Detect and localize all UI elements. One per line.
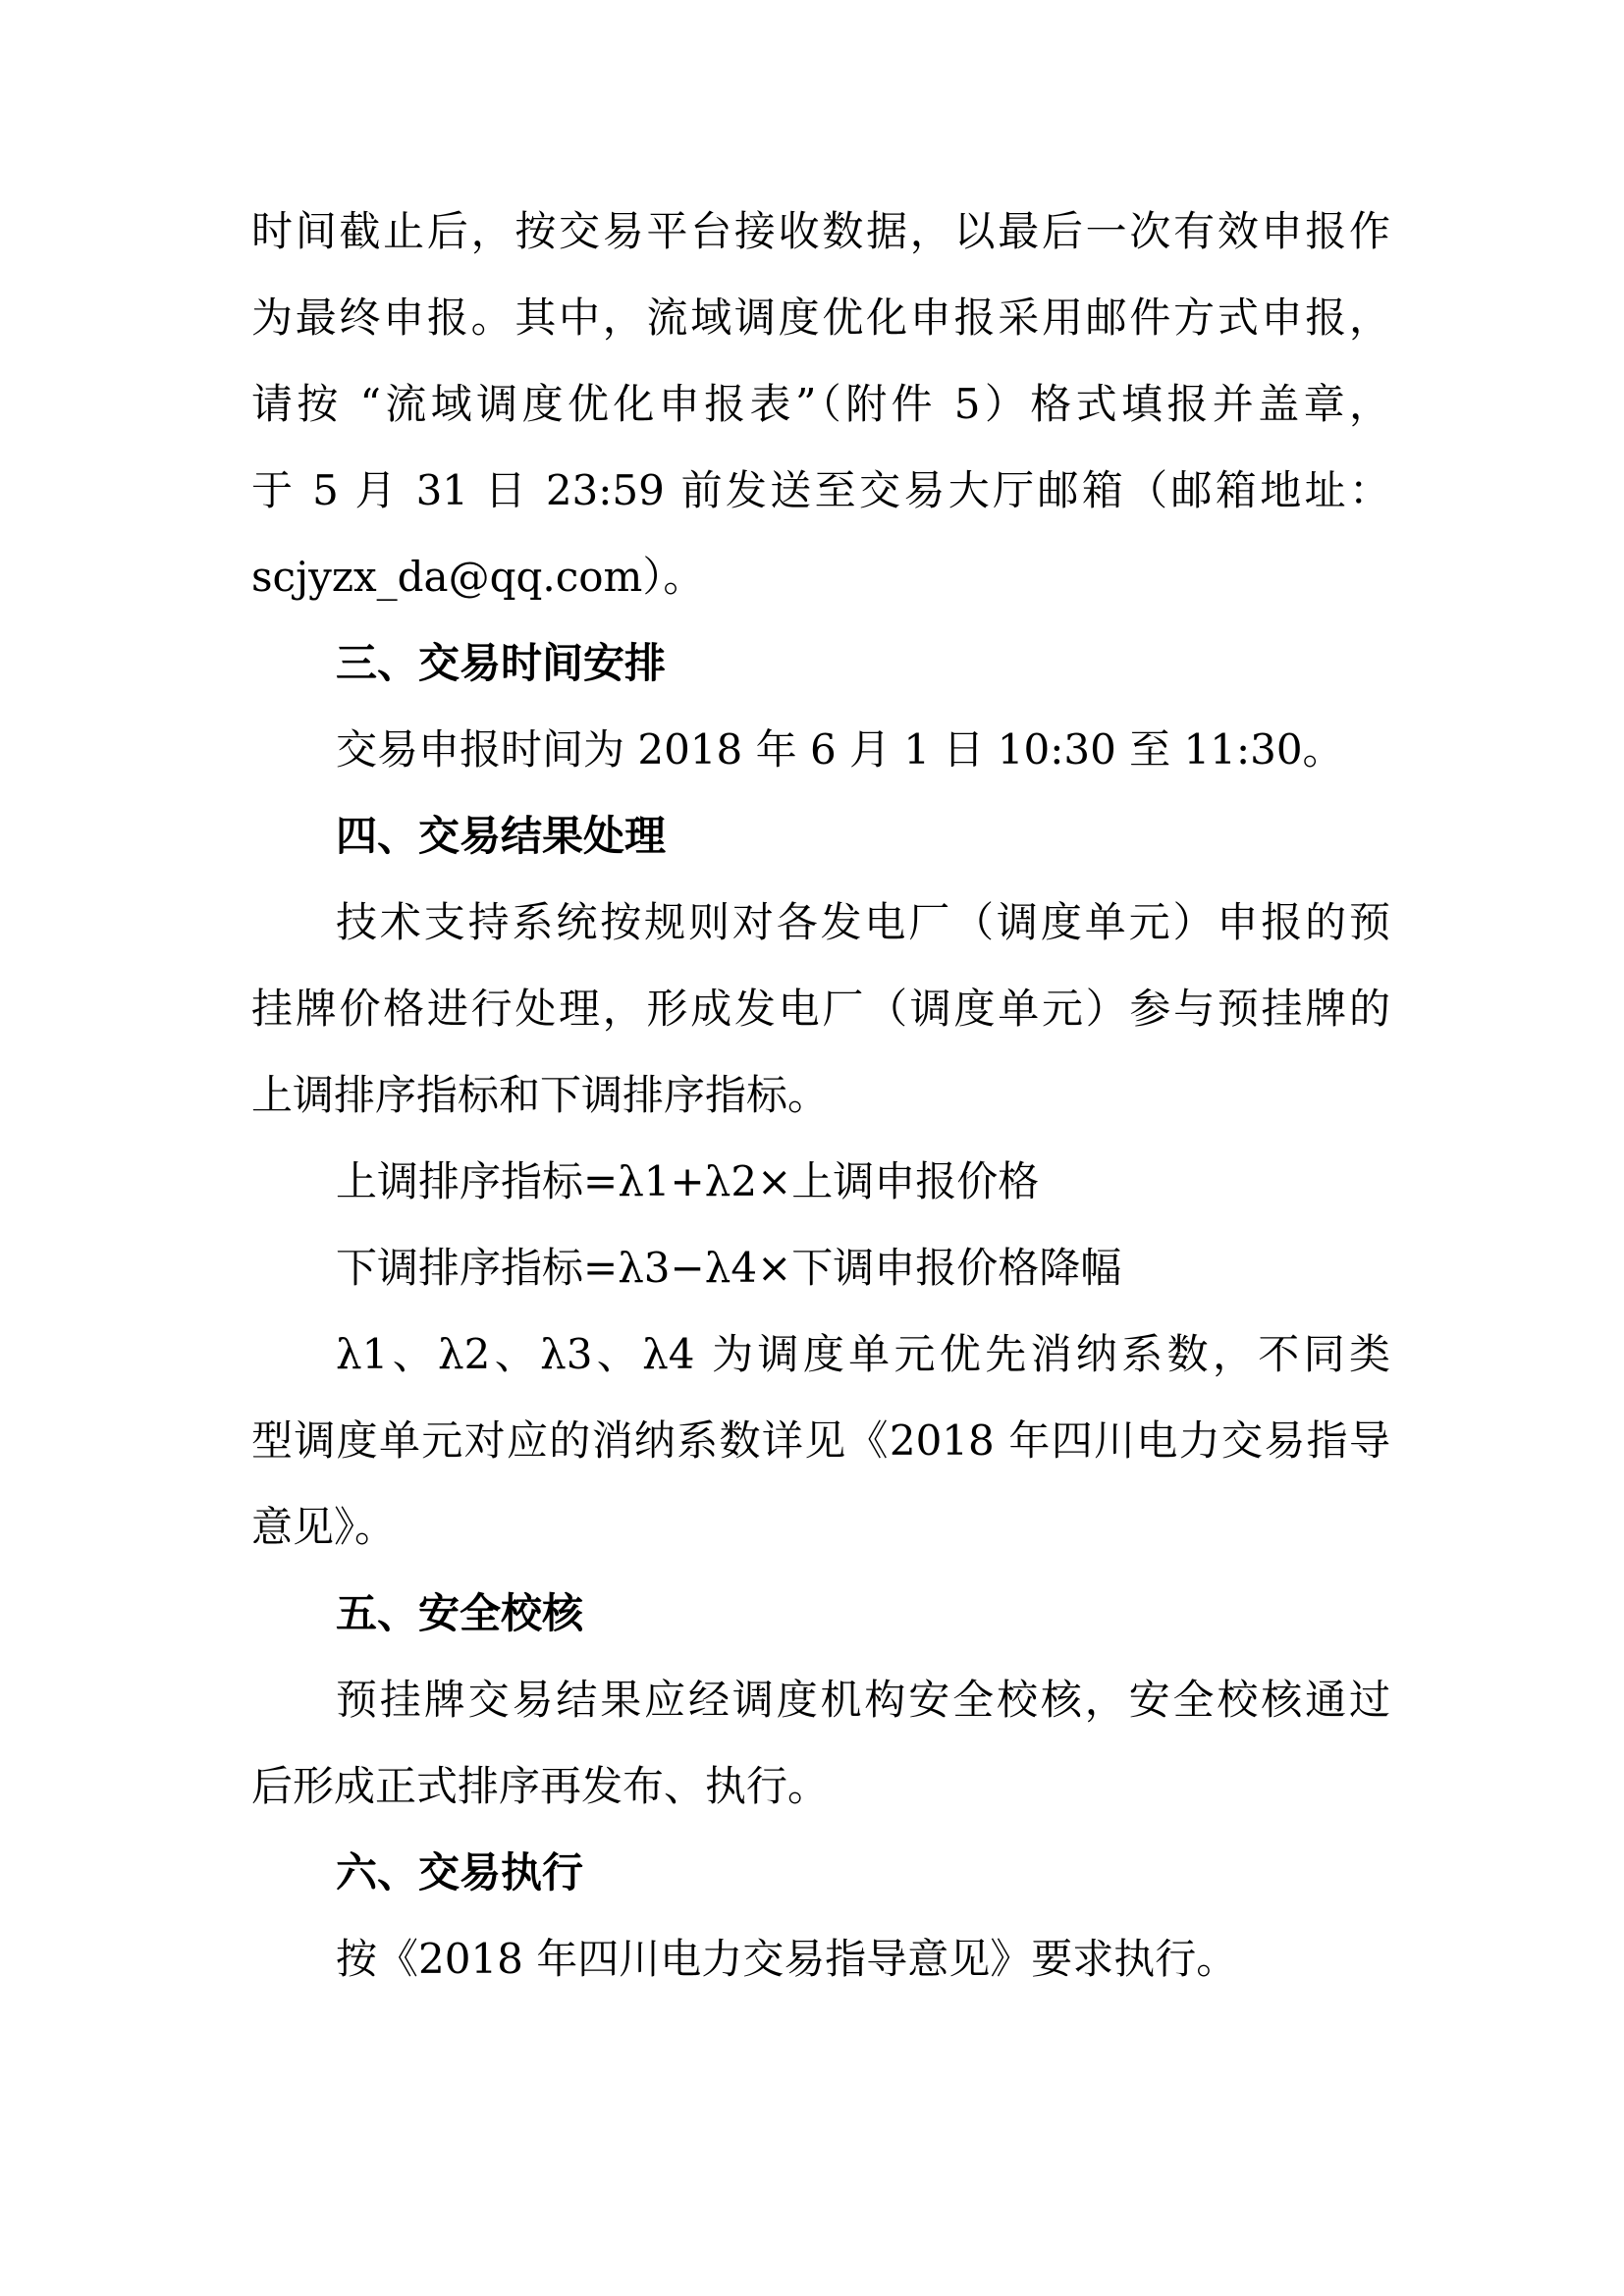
section-heading: 五、安全校核 — [336, 1589, 584, 1637]
formula-down: 下调排序指标=λ3−λ4×下调申报价格降幅 — [336, 1244, 1122, 1292]
email-address-line: scjyzx_da@qq.com）。 — [251, 553, 705, 601]
paragraph-line: 预挂牌交易结果应经调度机构安全校核，安全校核通过 — [336, 1676, 1390, 1724]
paragraph-line: 意见》。 — [251, 1503, 397, 1551]
section-heading: 三、交易时间安排 — [336, 639, 667, 687]
section-heading: 四、交易结果处理 — [336, 812, 667, 860]
paragraph-line: 按《2018 年四川电力交易指导意见》要求执行。 — [336, 1935, 1238, 1983]
paragraph-line: 型调度单元对应的消纳系数详见《2018 年四川电力交易指导 — [251, 1416, 1390, 1465]
paragraph-line: 于 5 月 31 日 23:59 前发送至交易大厅邮箱（邮箱地址： — [251, 466, 1390, 514]
formula-up: 上调排序指标=λ1+λ2×上调申报价格 — [336, 1157, 1040, 1205]
paragraph-line: 后形成正式排序再发布、执行。 — [251, 1762, 830, 1810]
paragraph-line: 上调排序指标和下调排序指标。 — [251, 1071, 830, 1119]
paragraph-line: λ1、λ2、λ3、λ4 为调度单元优先消纳系数，不同类 — [336, 1330, 1390, 1378]
paragraph-line: 技术支持系统按规则对各发电厂（调度单元）申报的预 — [336, 898, 1390, 946]
paragraph-line: 为最终申报。其中，流域调度优化申报采用邮件方式申报， — [251, 294, 1390, 342]
paragraph-line: 挂牌价格进行处理，形成发电厂（调度单元）参与预挂牌的 — [251, 985, 1390, 1033]
paragraph-line: 请按 “流域调度优化申报表”（附件 5）格式填报并盖章， — [251, 380, 1390, 428]
section-heading: 六、交易执行 — [336, 1848, 584, 1896]
paragraph-line: 时间截止后，按交易平台接收数据，以最后一次有效申报作 — [251, 207, 1390, 255]
paragraph-line: 交易申报时间为 2018 年 6 月 1 日 10:30 至 11:30。 — [336, 725, 1344, 774]
